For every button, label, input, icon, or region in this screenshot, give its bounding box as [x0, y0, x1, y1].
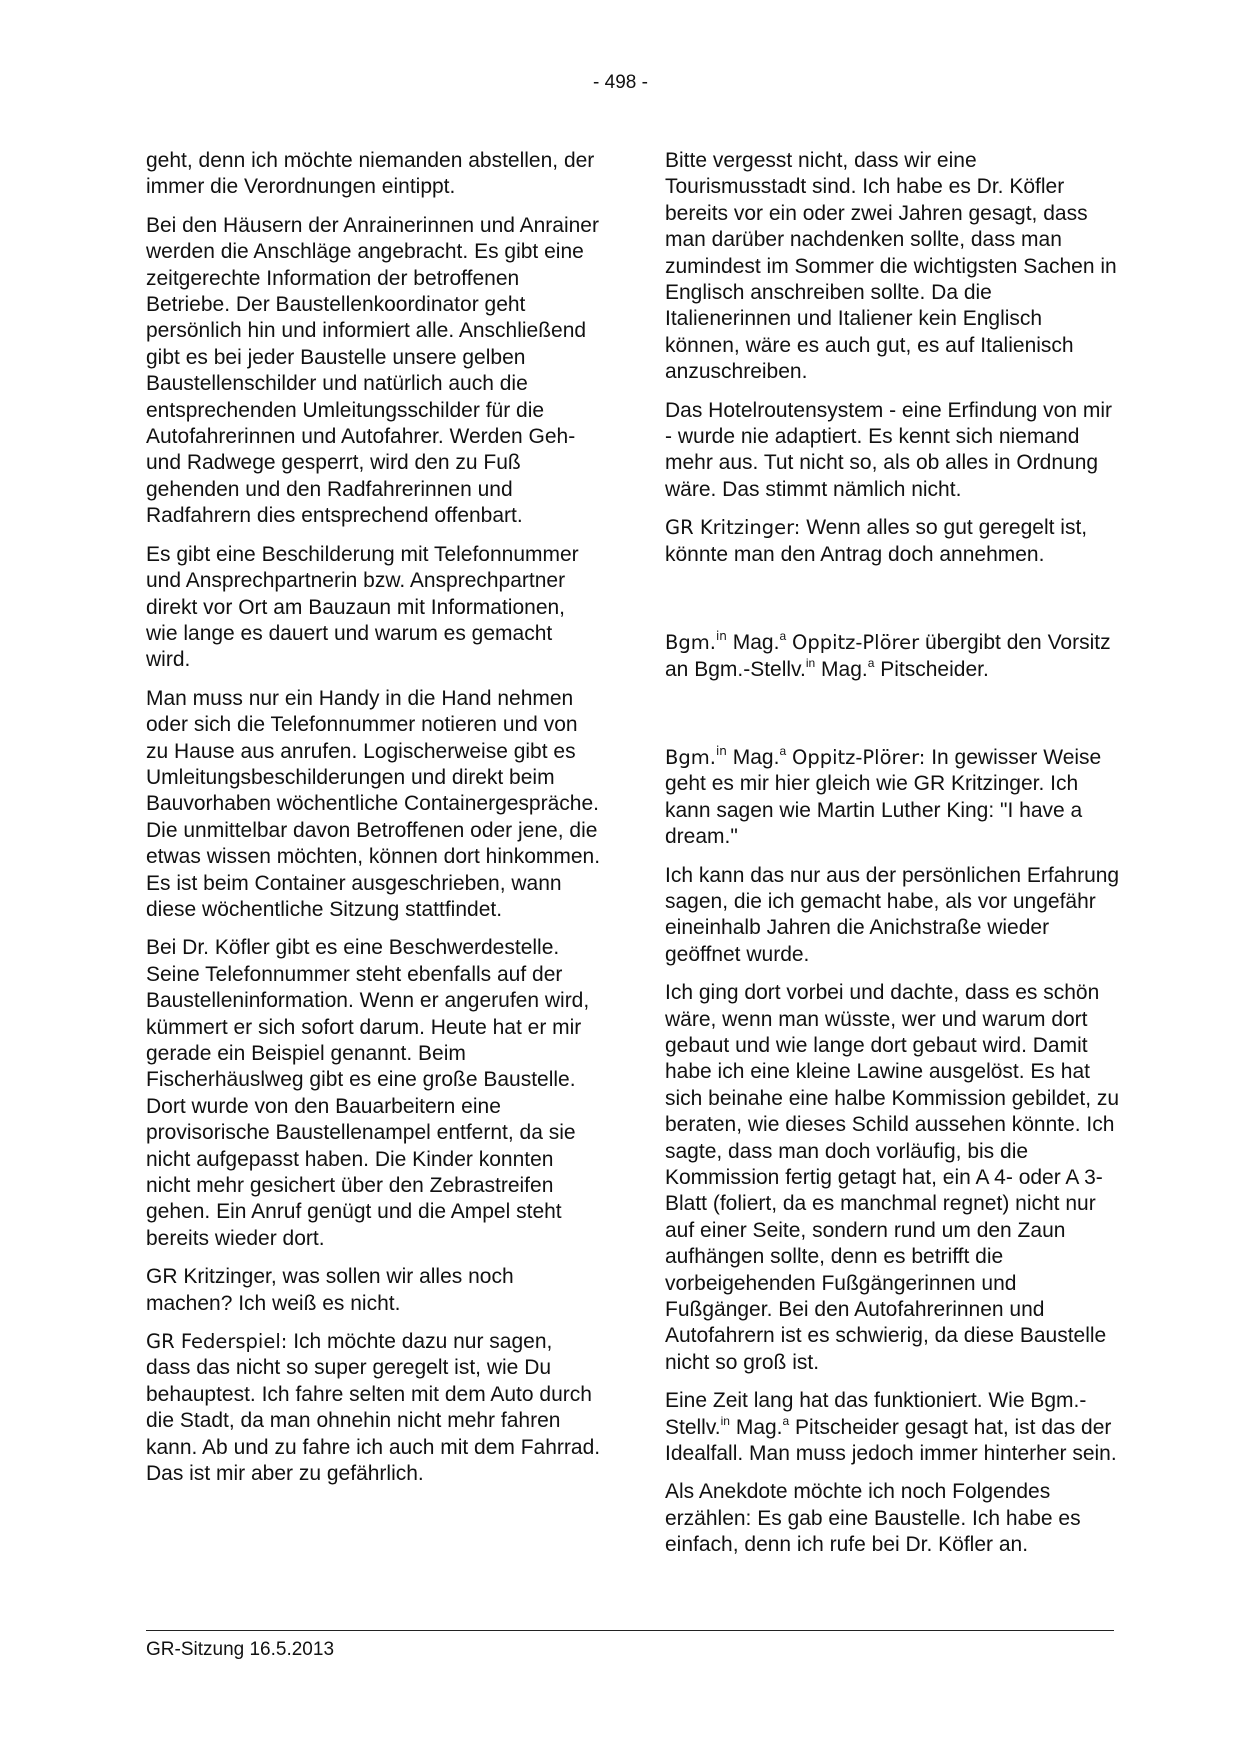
speaker-oppitz-ploerer: Oppitz-Plörer	[791, 631, 920, 655]
speaker-federspiel: GR Federspiel:	[146, 1330, 288, 1354]
speaker-oppitz-ploerer: Oppitz-Plörer:	[791, 745, 926, 769]
footer-divider	[146, 1630, 1114, 1631]
page-number: - 498 -	[593, 72, 648, 93]
right-paragraph-7: Ich ging dort vorbei und dachte, dass es schön wäre, wenn man wüsste, wer und warum dort gebaut und wie lange dort gebaut wird. Damit habe ich eine kleine Lawine ausgelöst. Es hat sich beinahe eine halbe Kommission gebildet, zu beraten, wie dieses Schild aussehen könnte. Ich sagte, dass man doch vorläufig, bis die Kommission fertig getagt hat, ein A 4- oder A 3-Blatt (foliert, da es manchmal regnet) nicht nur auf einer Seite, sondern rund um den Zaun aufhängen sollte, denn es betrifft die vorbeigehenden Fußgängerinnen und Fußgänger. Bei den Autofahrerinnen und Autofahrern ist es schwierig, da diese Baustelle nicht so groß ist.	[665, 981, 1120, 1374]
right-paragraph-9: Als Anekdote möchte ich noch Folgendes erzählen: Es gab eine Baustelle. Ich habe es einfach, denn ich rufe bei Dr. Köfler an.	[665, 1480, 1081, 1557]
speech-text: Ich möchte dazu nur sagen, dass das nicht so super geregelt ist, wie Du behauptest. Ich fahre selten mit dem Auto durch die Stadt, da man ohnehin nicht mehr fahren kann. Ab und zu fahre ich auch mit dem Fahrrad. Das ist mir aber zu gefährlich.	[146, 1330, 601, 1486]
left-column	[146, 148, 601, 1500]
right-paragraph-5: Bgm.$^{in}$ Mag.$^a$ Oppitz-Plörer: In gewisser Weise geht es mir hier gleich wie GR Kritzinger. Ich kann sagen wie Martin Luther King: "I have a dream."	[665, 743, 1102, 849]
right-column	[665, 148, 1120, 1571]
right-paragraph-3	[665, 515, 1120, 568]
left-paragraph-1: geht, denn ich möchte niemanden abstellen, der immer die Verordnungen eintippt.	[146, 149, 595, 199]
speaker-kritzinger: GR Kritzinger:	[665, 516, 801, 540]
speech-text: Wenn alles so gut geregelt ist, könnte man den Antrag doch annehmen.	[665, 516, 1088, 566]
bgm-title: Bgm.$^{in}$	[665, 743, 727, 769]
footer-session-date: GR-Sitzung 16.5.2013	[146, 1639, 335, 1660]
left-paragraph-3: Es gibt eine Beschilderung mit Telefonnummer und Ansprechpartnerin bzw. Ansprechpartner direkt vor Ort am Bauzaun mit Informationen, wie lange es dauert und warum es gemacht wird.	[146, 542, 579, 672]
left-paragraph-5: Bei Dr. Köfler gibt es eine Beschwerdestelle. Seine Telefonnummer steht ebenfalls auf der Baustelleninformation. Wenn er angerufen wird, kümmert er sich sofort darum. Heute hat er mir gerade ein Beispiel genannt. Beim Fischerhäuslweg gibt es eine große Baustelle. Dort wurde von den Bauarbeitern eine provisorische Baustellenampel entfernt, da sie nicht aufgepasst haben. Die Kinder konnten nicht mehr gesichert über den Zebrastreifen gehen. Ein Anruf genügt und die Ampel steht bereits wieder dort.	[146, 936, 590, 1250]
left-paragraph-2: Bei den Häusern der Anrainerinnen und Anrainer werden die Anschläge angebracht. Es gibt eine zeitgerechte Information der betroffenen Betriebe. Der Baustellenkoordinator geht persönlich hin und informiert alle. Anschließend gibt es bei jeder Baustelle unsere gelben Baustellenschilder und natürlich auch die entsprechenden Umleitungsschilder für die Autofahrerinnen und Autofahrer. Werden Geh- und Radwege gesperrt, wird den zu Fuß gehenden und den Radfahrerinnen und Radfahrern dies entsprechend offenbart.	[146, 213, 599, 528]
right-paragraph-1: Bitte vergesst nicht, dass wir eine Tourismusstadt sind. Ich habe es Dr. Köfler bereits vor ein oder zwei Jahren gesagt, dass man darüber nachdenken sollte, dass man zumindest im Sommer die wichtigsten Sachen in Englisch anschreiben sollte. Da die Italienerinnen und Italiener kein Englisch können, wäre es auch gut, es auf Italienisch anzuschreiben.	[665, 149, 1117, 384]
left-paragraph-4: Man muss nur ein Handy in die Hand nehmen oder sich die Telefonnummer notieren und von zu Hause aus anrufen. Logischerweise gibt es Umleitungsbeschilderungen und direkt beim Bauvorhaben wöchentliche Containergespräche. Die unmittelbar davon Betroffenen oder jene, die etwas wissen möchten, können dort hinkommen. Es ist beim Container ausgeschrieben, wann diese wöchentliche Sitzung stattfindet.	[146, 686, 601, 921]
left-paragraph-6: GR Kritzinger, was sollen wir alles noch machen? Ich weiß es nicht.	[146, 1265, 514, 1315]
right-paragraph-chair-handover: Bgm.$^{in}$ Mag.$^a$ Oppitz-Plörer übergibt den Vorsitz an Bgm.-Stellv.$^{in}$ Mag.$^a$ Pitscheider.	[665, 629, 1111, 681]
right-paragraph-8: Eine Zeit lang hat das funktioniert. Wie Bgm.-Stellv.$^{in}$ Mag.$^a$ Pitscheider gesagt hat, ist das der Idealfall. Man muss jedoch immer hinterher sein.	[665, 1389, 1117, 1466]
right-paragraph-6: Ich kann das nur aus der persönlichen Erfahrung sagen, die ich gemacht habe, als vor ungefähr eineinhalb Jahren die Anichstraße wieder geöffnet wurde.	[665, 863, 1120, 966]
bgm-title: Bgm.$^{in}$	[665, 629, 727, 655]
right-paragraph-2: Das Hotelroutensystem - eine Erfindung von mir - wurde nie adaptiert. Es kennt sich niemand mehr aus. Tut nicht so, als ob alles in Ordnung wäre. Das stimmt nämlich nicht.	[665, 398, 1113, 501]
left-paragraph-7	[146, 1329, 601, 1487]
speech-text: In gewisser Weise geht es mir hier gleich wie GR Kritzinger. Ich kann sagen wie Martin Luther King: "I have a dream."	[665, 745, 1102, 849]
